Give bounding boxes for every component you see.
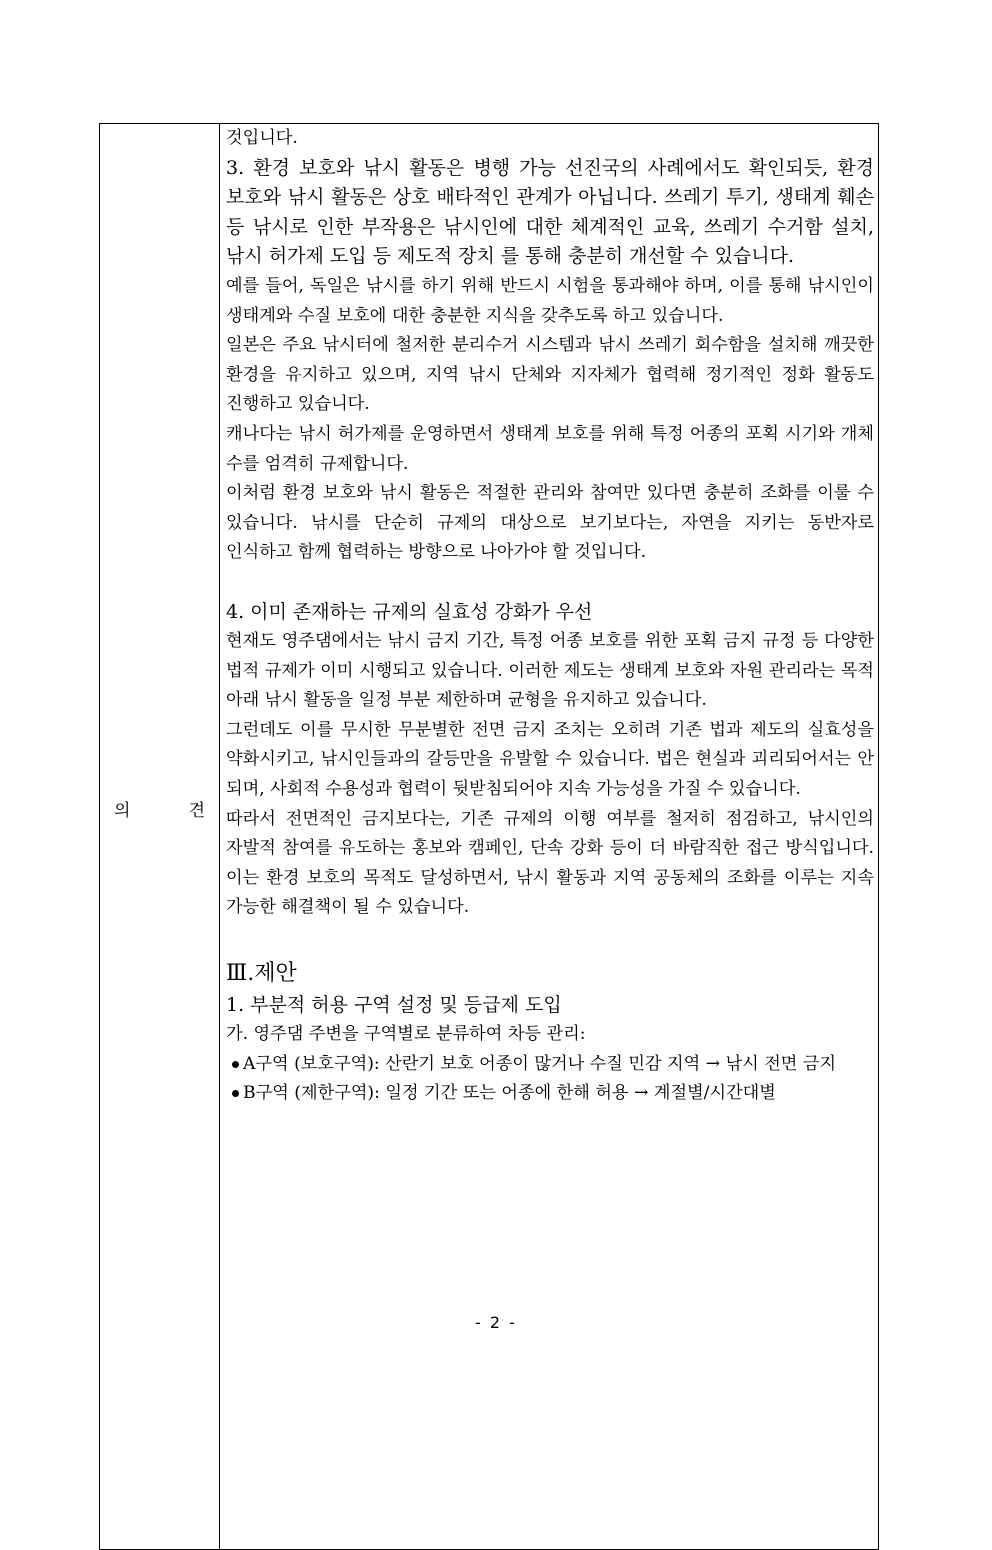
paragraph: 일본은 주요 낚시터에 철저한 분리수거 시스템과 낚시 쓰레기 회수함을 설치해 깨끗한 환경을 유지하고 있으며, 지역 낚시 단체와 지자체가 협력해 정기적인 정화 활동도 진행하고 있습니다. (226, 335, 874, 415)
paragraph: 그런데도 이를 무시한 무분별한 전면 금지 조치는 오히려 기존 법과 제도의 실효성을 약화시키고, 낚시인들과의 갈등만을 유발할 수 있습니다. 법은 현실과 괴리되어서는 안 되며, 사회적 수용성과 협력이 뒷받침되어야 지속 가능성을 가질 수 있습니다. (226, 719, 874, 800)
row-label-cell (100, 124, 220, 1550)
proposal-subitem: 가. 영주댐 주변을 구역별로 분류하여 차등 관리: (226, 1024, 586, 1045)
paragraph: 현재도 영주댐에서는 낚시 금지 기간, 특정 어종 보호를 위한 포획 금지 규정 등 다양한 법적 규제가 이미 시행되고 있습니다. 이러한 제도는 생태계 보호와 자원 관리라는 목적 아래 낚시 활동을 일정 부분 제한하며 균형을 유지하고 있습니다. (226, 631, 874, 711)
row-label (100, 800, 219, 822)
spacer (226, 923, 874, 953)
bullet-dot-icon (232, 1090, 239, 1097)
opinion-content (226, 124, 874, 1109)
document-table (99, 123, 879, 1550)
paragraph: 이처럼 환경 보호와 낚시 활동은 적절한 관리와 참여만 있다면 충분히 조화를 이룰 수 있습니다. 낚시를 단순히 규제의 대상으로 보기보다는, 자연을 지키는 동반자로 인식하고 함께 협력하는 방향으로 나아가야 할 것입니다. (226, 483, 874, 563)
section-heading-4: 4. 이미 존재하는 규제의 실효성 강화가 우선 (226, 600, 593, 623)
bullet-text: B구역 (제한구역): 일정 기간 또는 어종에 한해 허용 → 계절별/시간대별 (243, 1083, 776, 1104)
paragraph: 것입니다. (226, 128, 298, 148)
row-label-char-1: 의 (114, 801, 131, 821)
opinion-content-cell (220, 124, 879, 1550)
page-number: - 2 - (475, 1313, 517, 1332)
opinion-row (100, 124, 879, 1550)
bullet-dot-icon (232, 1061, 239, 1068)
spacer (226, 568, 874, 598)
paragraph-heading-3: 3. 환경 보호와 낚시 활동은 병행 가능 선진국의 사례에서도 확인되듯, 환경 보호와 낚시 활동은 상호 배타적인 관계가 아닙니다. 쓰레기 투기, 생태계 훼손 등 낚시로 인한 부작용은 낚시인에 대한 체계적인 교육, 쓰레기 수거함 설치, 낚시 허가제 도입 등 제도적 장치 를 통해 충분히 개선할 수 있습니다. (226, 156, 874, 268)
paragraph: 캐나다는 낚시 허가제를 운영하면서 생태계 보호를 위해 특정 어종의 포획 시기와 개체 수를 엄격히 규제합니다. (226, 423, 874, 474)
paragraph: 예를 들어, 독일은 낚시를 하기 위해 반드시 시험을 통과해야 하며, 이를 통해 낚시인이 생태계와 수질 보호에 대한 충분한 지식을 갖추도록 하고 있습니다. (226, 275, 874, 326)
bullet-text: A구역 (보호구역): 산란기 보호 어종이 많거나 수질 민감 지역 → 낚시 전면 금지 (243, 1053, 837, 1074)
proposal-item-1: 1. 부분적 허용 구역 설정 및 등급제 도입 (226, 993, 562, 1016)
bullet-item (226, 1079, 874, 1109)
bullet-item (226, 1050, 874, 1080)
row-label-char-2: 견 (188, 801, 205, 821)
paragraph: 따라서 전면적인 금지보다는, 기존 규제의 이행 여부를 철저히 점검하고, 낚시인의 자발적 참여를 유도하는 홍보와 캠페인, 단속 강화 등이 더 바람직한 접근 방식입니다. 이는 환경 보호의 목적도 달성하면서, 낚시 활동과 지역 공동체의 조화를 이루는 지속 가능한 해결책이 될 수 있습니다. (226, 808, 874, 918)
section-heading-proposal: Ⅲ.제안 (226, 960, 297, 986)
